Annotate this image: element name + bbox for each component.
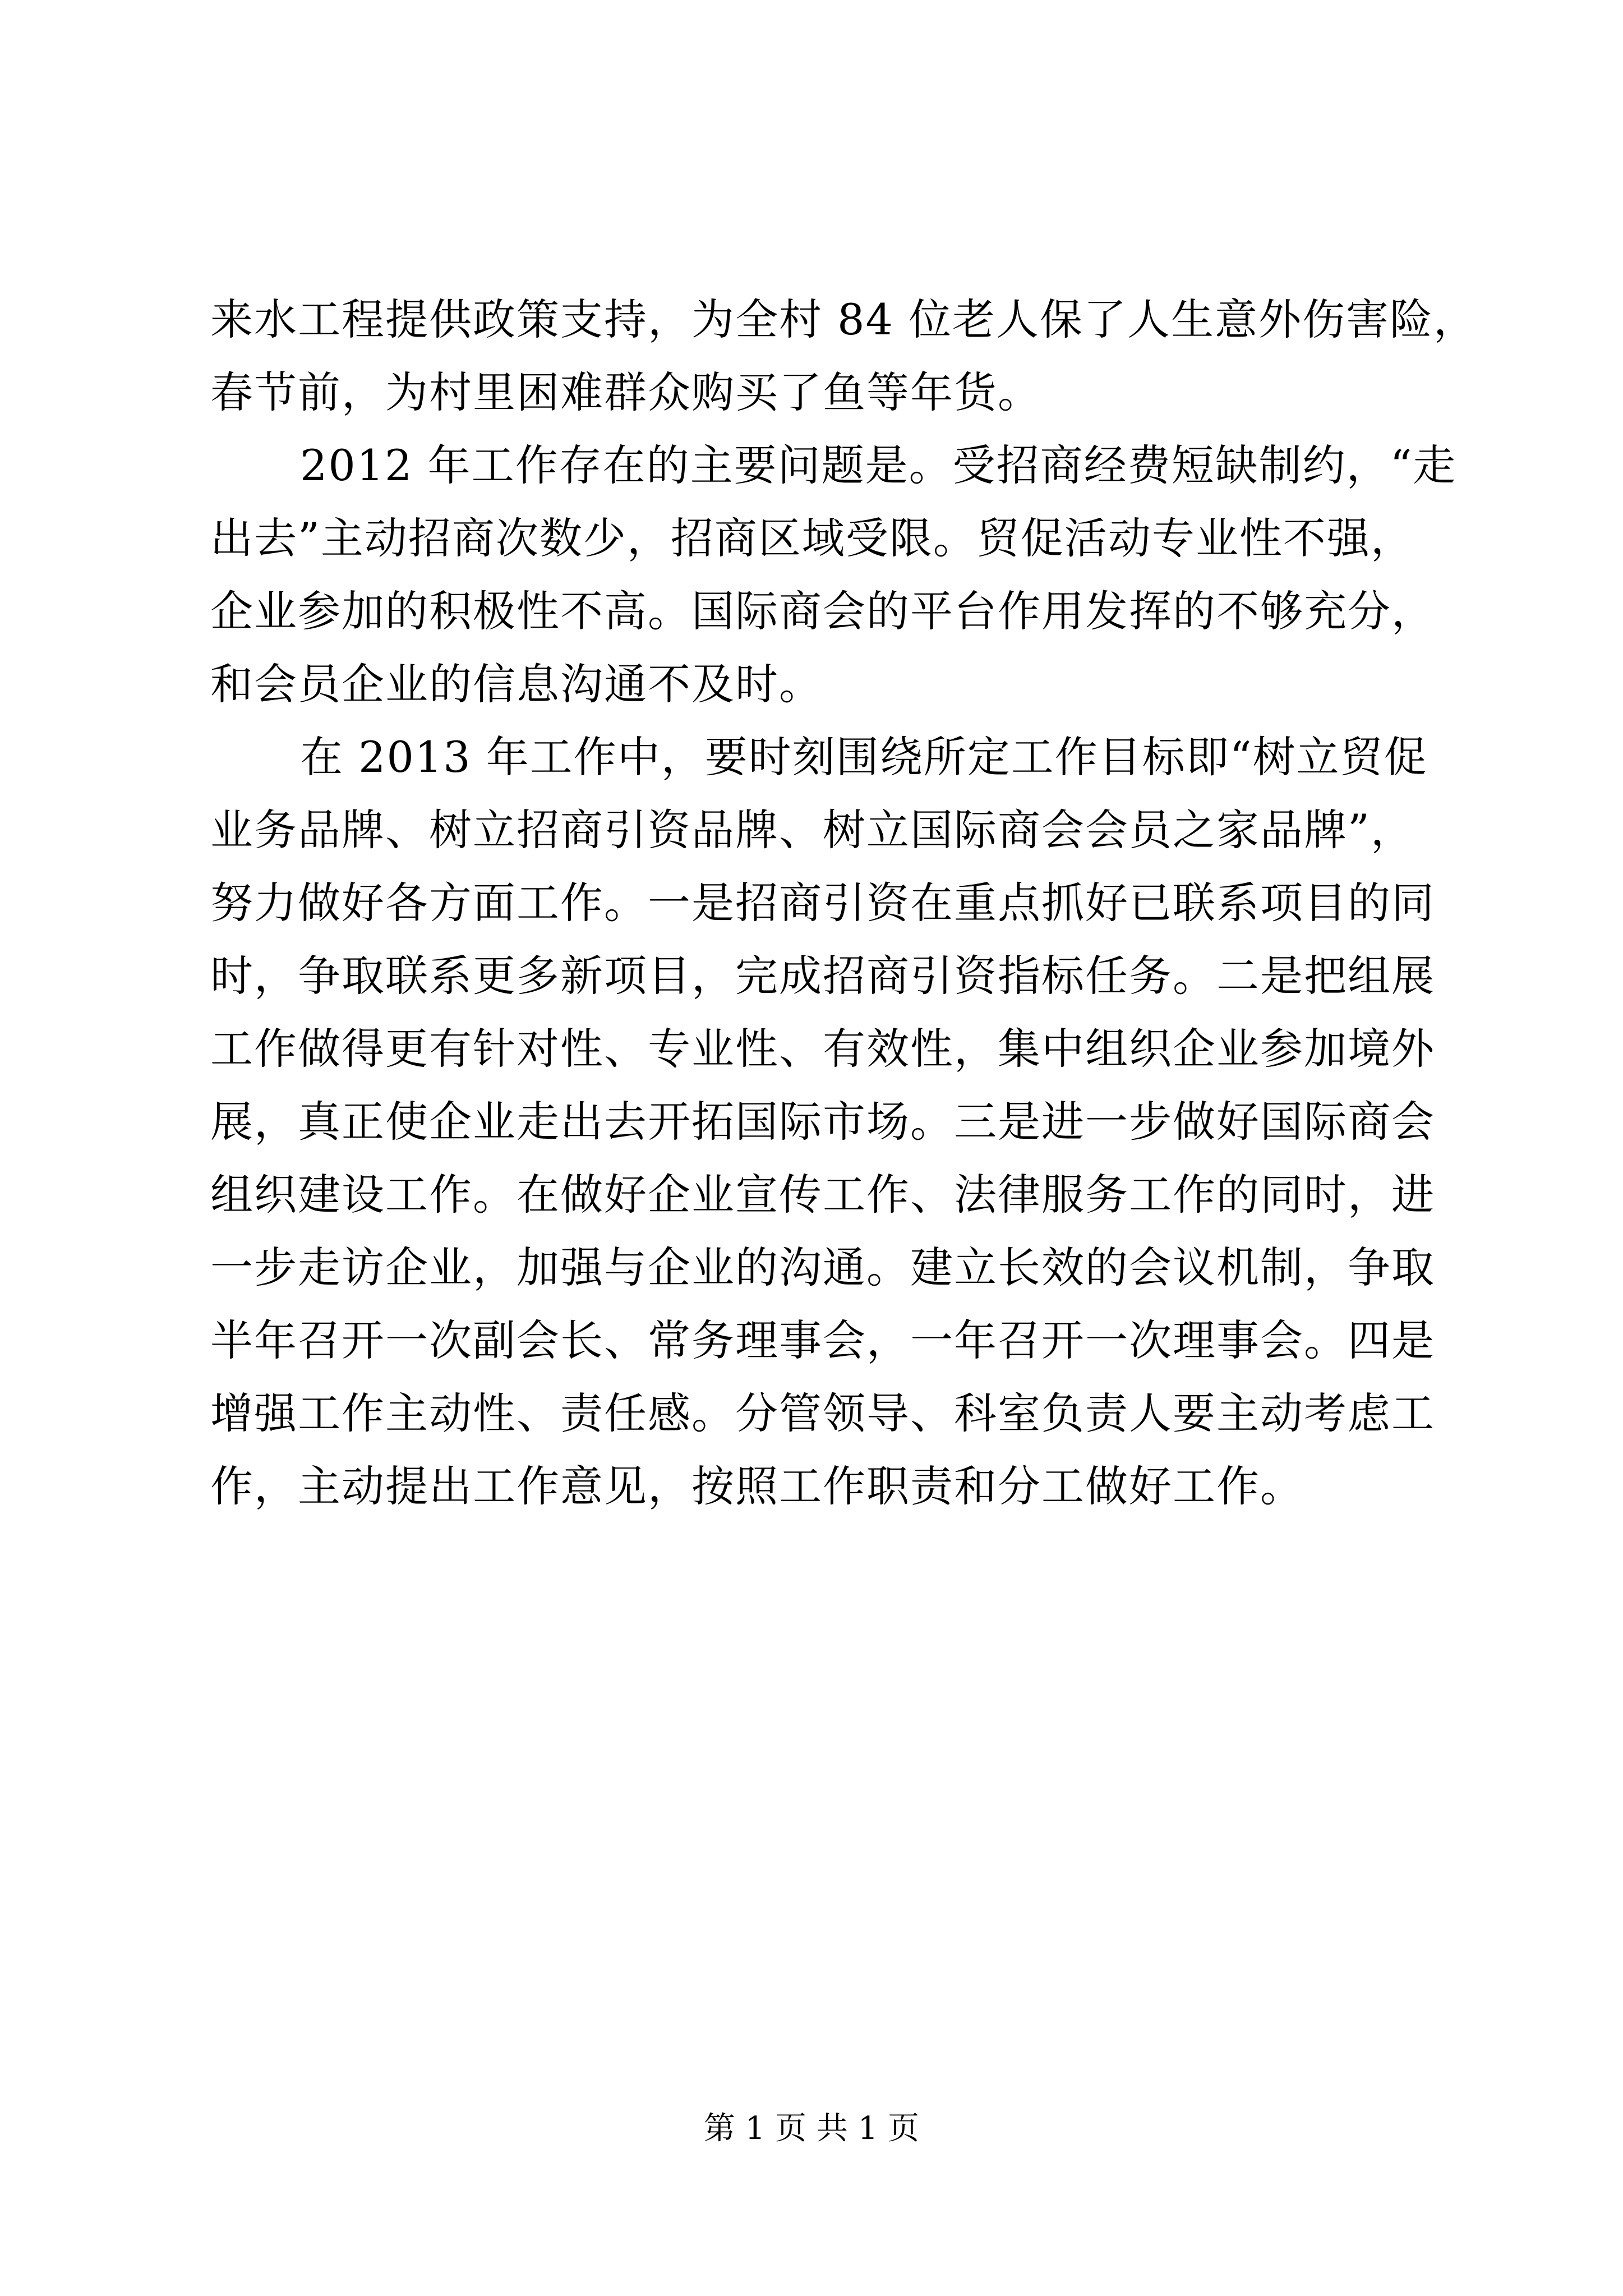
text-line: 企业参加的积极性不高。国际商会的平台作用发挥的不够充分， xyxy=(210,586,1435,636)
text-line: 时，争取联系更多新项目，完成招商引资指标任务。二是把组展 xyxy=(210,951,1435,1001)
text-line: 增强工作主动性、责任感。分管领导、科室负责人要主动考虑工 xyxy=(210,1388,1435,1438)
text-line: 组织建设工作。在做好企业宣传工作、法律服务工作的同时，进 xyxy=(210,1170,1435,1220)
text-line: 春节前，为村里困难群众购买了鱼等年货。 xyxy=(210,367,1041,417)
text-line: 出去”主动招商次数少，招商区域受限。贸促活动专业性不强， xyxy=(210,513,1414,563)
text-line: 业务品牌、树立招商引资品牌、树立国际商会会员之家品牌”， xyxy=(210,805,1414,855)
text-line: 努力做好各方面工作。一是招商引资在重点抓好已联系项目的同 xyxy=(210,878,1435,928)
text-line: 工作做得更有针对性、专业性、有效性，集中组织企业参加境外 xyxy=(210,1024,1435,1074)
text-line: 来水工程提供政策支持，为全村 84 位老人保了人生意外伤害险， xyxy=(210,295,1478,344)
page-number-footer: 第 1 页 共 1 页 xyxy=(703,2110,920,2147)
text-line: 作，主动提出工作意见，按照工作职责和分工做好工作。 xyxy=(210,1461,1304,1511)
text-line: 和会员企业的信息沟通不及时。 xyxy=(210,659,823,709)
paragraph-start-line: 在 2013 年工作中，要时刻围绕所定工作目标即“树立贸促 xyxy=(300,732,1428,782)
text-line: 一步走访企业，加强与企业的沟通。建立长效的会议机制，争取 xyxy=(210,1243,1435,1292)
text-line: 半年召开一次副会长、常务理事会，一年召开一次理事会。四是 xyxy=(210,1315,1435,1365)
text-line: 展，真正使企业走出去开拓国际市场。三是进一步做好国际商会 xyxy=(210,1097,1435,1147)
paragraph-start-line: 2012 年工作存在的主要问题是。受招商经费短缺制约，“走 xyxy=(300,440,1457,490)
